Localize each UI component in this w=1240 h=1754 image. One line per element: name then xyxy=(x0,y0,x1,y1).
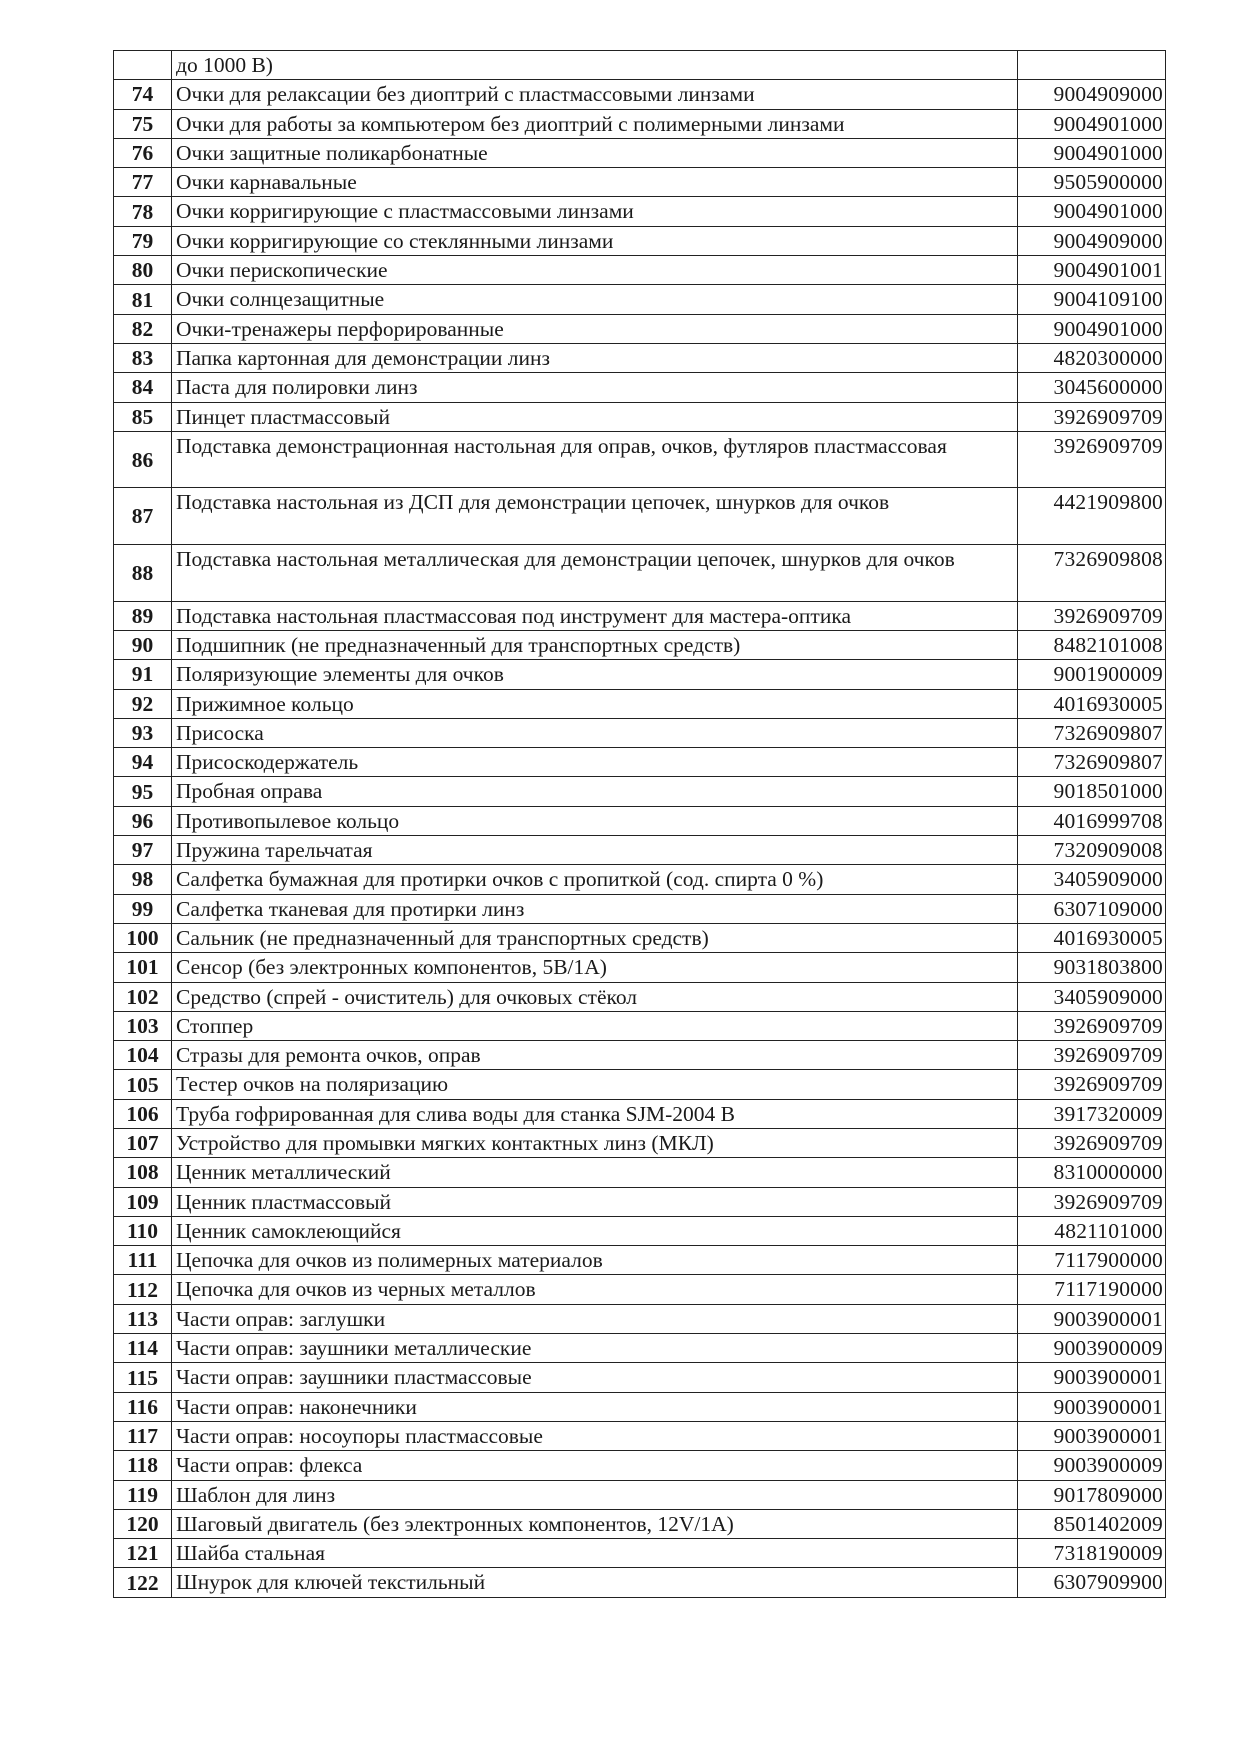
row-number: 96 xyxy=(114,806,172,835)
row-number: 82 xyxy=(114,314,172,343)
item-code: 7117190000 xyxy=(1018,1275,1166,1304)
row-number: 95 xyxy=(114,777,172,806)
item-code: 8501402009 xyxy=(1018,1509,1166,1538)
row-number: 86 xyxy=(114,431,172,488)
row-number: 79 xyxy=(114,226,172,255)
row-number: 87 xyxy=(114,488,172,545)
row-number: 119 xyxy=(114,1480,172,1509)
row-number: 92 xyxy=(114,689,172,718)
item-code: 3926909709 xyxy=(1018,601,1166,630)
table-row xyxy=(114,314,1166,343)
item-code: 9003900001 xyxy=(1018,1421,1166,1450)
table-row xyxy=(114,953,1166,982)
row-number: 88 xyxy=(114,545,172,602)
item-code: 3926909709 xyxy=(1018,1070,1166,1099)
table-row xyxy=(114,1480,1166,1509)
item-name: Ценник самоклеющийся xyxy=(172,1216,1018,1245)
row-number: 100 xyxy=(114,923,172,952)
item-name: Устройство для промывки мягких контактных линз (МКЛ) xyxy=(172,1128,1018,1157)
item-code: 4016999708 xyxy=(1018,806,1166,835)
row-number: 102 xyxy=(114,982,172,1011)
row-number: 74 xyxy=(114,80,172,109)
table-row xyxy=(114,256,1166,285)
row-number: 120 xyxy=(114,1509,172,1538)
item-code: 3926909709 xyxy=(1018,1128,1166,1157)
item-name: Ценник пластмассовый xyxy=(172,1187,1018,1216)
row-number: 91 xyxy=(114,660,172,689)
row-number: 121 xyxy=(114,1539,172,1568)
item-name: Очки перископические xyxy=(172,256,1018,285)
table-row xyxy=(114,1011,1166,1040)
row-number: 77 xyxy=(114,168,172,197)
item-name: Шайба стальная xyxy=(172,1539,1018,1568)
item-name: Пробная оправа xyxy=(172,777,1018,806)
row-number: 81 xyxy=(114,285,172,314)
item-code: 7318190009 xyxy=(1018,1539,1166,1568)
table-row xyxy=(114,836,1166,865)
item-name: Средство (спрей - очиститель) для очковых стёкол xyxy=(172,982,1018,1011)
item-name: Очки солнцезащитные xyxy=(172,285,1018,314)
item-code: 3926909709 xyxy=(1018,1041,1166,1070)
table-row xyxy=(114,1216,1166,1245)
table-row xyxy=(114,923,1166,952)
item-code: 9003900009 xyxy=(1018,1451,1166,1480)
table-row xyxy=(114,488,1166,545)
row-number: 113 xyxy=(114,1304,172,1333)
table-row xyxy=(114,718,1166,747)
table-row xyxy=(114,51,1166,80)
item-name: до 1000 В) xyxy=(172,51,1018,80)
row-number: 122 xyxy=(114,1568,172,1597)
table-row xyxy=(114,1070,1166,1099)
table-row xyxy=(114,109,1166,138)
table-row xyxy=(114,197,1166,226)
table-row xyxy=(114,138,1166,167)
row-number: 93 xyxy=(114,718,172,747)
item-code: 7320909008 xyxy=(1018,836,1166,865)
item-name: Шнурок для ключей текстильный xyxy=(172,1568,1018,1597)
item-code: 3917320009 xyxy=(1018,1099,1166,1128)
item-code: 9004909000 xyxy=(1018,80,1166,109)
item-name: Очки-тренажеры перфорированные xyxy=(172,314,1018,343)
row-number: 117 xyxy=(114,1421,172,1450)
item-name: Части оправ: флекса xyxy=(172,1451,1018,1480)
item-name: Подставка настольная пластмассовая под инструмент для мастера-оптика xyxy=(172,601,1018,630)
item-name: Очки для релаксации без диоптрий с пластмассовыми линзами xyxy=(172,80,1018,109)
row-number: 75 xyxy=(114,109,172,138)
item-name: Присоскодержатель xyxy=(172,748,1018,777)
item-code: 7326909808 xyxy=(1018,545,1166,602)
row-number: 112 xyxy=(114,1275,172,1304)
table-row xyxy=(114,689,1166,718)
item-name: Стоппер xyxy=(172,1011,1018,1040)
table-row xyxy=(114,1099,1166,1128)
table-row xyxy=(114,748,1166,777)
row-number xyxy=(114,51,172,80)
row-number: 106 xyxy=(114,1099,172,1128)
table-row xyxy=(114,431,1166,488)
item-name: Труба гофрированная для слива воды для станка SJM-2004 B xyxy=(172,1099,1018,1128)
item-code: 4016930005 xyxy=(1018,689,1166,718)
row-number: 114 xyxy=(114,1334,172,1363)
table-row xyxy=(114,806,1166,835)
item-name: Очки для работы за компьютером без диоптрий с полимерными линзами xyxy=(172,109,1018,138)
item-code: 9003900009 xyxy=(1018,1334,1166,1363)
table-row xyxy=(114,226,1166,255)
table-row xyxy=(114,1158,1166,1187)
item-name: Пружина тарельчатая xyxy=(172,836,1018,865)
row-number: 101 xyxy=(114,953,172,982)
item-code: 3045600000 xyxy=(1018,373,1166,402)
item-name: Салфетка бумажная для протирки очков с пропиткой (сод. спирта 0 %) xyxy=(172,865,1018,894)
item-name: Цепочка для очков из черных металлов xyxy=(172,1275,1018,1304)
row-number: 118 xyxy=(114,1451,172,1480)
item-code: 4820300000 xyxy=(1018,343,1166,372)
item-code: 3926909709 xyxy=(1018,402,1166,431)
table-row xyxy=(114,660,1166,689)
item-name: Стразы для ремонта очков, оправ xyxy=(172,1041,1018,1070)
table-row xyxy=(114,285,1166,314)
item-name: Противопылевое кольцо xyxy=(172,806,1018,835)
goods-table xyxy=(113,50,1166,1598)
item-name: Очки защитные поликарбонатные xyxy=(172,138,1018,167)
item-name: Папка картонная для демонстрации линз xyxy=(172,343,1018,372)
item-name: Шаблон для линз xyxy=(172,1480,1018,1509)
row-number: 85 xyxy=(114,402,172,431)
table-row xyxy=(114,1392,1166,1421)
table-row xyxy=(114,343,1166,372)
table-row xyxy=(114,1334,1166,1363)
item-name: Поляризующие элементы для очков xyxy=(172,660,1018,689)
item-code: 8310000000 xyxy=(1018,1158,1166,1187)
item-name: Тестер очков на поляризацию xyxy=(172,1070,1018,1099)
item-code: 4421909800 xyxy=(1018,488,1166,545)
item-code: 4821101000 xyxy=(1018,1216,1166,1245)
row-number: 97 xyxy=(114,836,172,865)
item-code: 8482101008 xyxy=(1018,630,1166,659)
table-row xyxy=(114,1304,1166,1333)
table-row xyxy=(114,894,1166,923)
item-code: 9001900009 xyxy=(1018,660,1166,689)
item-name: Шаговый двигатель (без электронных компонентов, 12V/1A) xyxy=(172,1509,1018,1538)
item-code: 6307909900 xyxy=(1018,1568,1166,1597)
table-row xyxy=(114,80,1166,109)
table-row xyxy=(114,1568,1166,1597)
item-name: Очки карнавальные xyxy=(172,168,1018,197)
item-name: Части оправ: носоупоры пластмассовые xyxy=(172,1421,1018,1450)
item-name: Части оправ: заглушки xyxy=(172,1304,1018,1333)
row-number: 99 xyxy=(114,894,172,923)
table-row xyxy=(114,1363,1166,1392)
table-row xyxy=(114,1128,1166,1157)
item-code: 9003900001 xyxy=(1018,1304,1166,1333)
table-row xyxy=(114,1187,1166,1216)
item-code: 9031803800 xyxy=(1018,953,1166,982)
item-name: Цепочка для очков из полимерных материалов xyxy=(172,1246,1018,1275)
item-code: 9505900000 xyxy=(1018,168,1166,197)
item-code: 6307109000 xyxy=(1018,894,1166,923)
row-number: 76 xyxy=(114,138,172,167)
item-name: Подставка демонстрационная настольная для оправ, очков, футляров пластмассовая xyxy=(172,431,1018,488)
row-number: 105 xyxy=(114,1070,172,1099)
item-name: Подставка настольная металлическая для демонстрации цепочек, шнурков для очков xyxy=(172,545,1018,602)
item-code: 9003900001 xyxy=(1018,1392,1166,1421)
row-number: 94 xyxy=(114,748,172,777)
row-number: 98 xyxy=(114,865,172,894)
row-number: 107 xyxy=(114,1128,172,1157)
row-number: 83 xyxy=(114,343,172,372)
item-name: Ценник металлический xyxy=(172,1158,1018,1187)
item-code: 9003900001 xyxy=(1018,1363,1166,1392)
row-number: 78 xyxy=(114,197,172,226)
item-name: Сальник (не предназначенный для транспортных средств) xyxy=(172,923,1018,952)
table-row xyxy=(114,168,1166,197)
table-body xyxy=(114,51,1166,1598)
item-name: Пинцет пластмассовый xyxy=(172,402,1018,431)
item-code: 7326909807 xyxy=(1018,718,1166,747)
item-code: 9017809000 xyxy=(1018,1480,1166,1509)
table-row xyxy=(114,1509,1166,1538)
item-code: 9004109100 xyxy=(1018,285,1166,314)
item-name: Подставка настольная из ДСП для демонстрации цепочек, шнурков для очков xyxy=(172,488,1018,545)
item-name: Сенсор (без электронных компонентов, 5В/1А) xyxy=(172,953,1018,982)
table-row xyxy=(114,777,1166,806)
table-row xyxy=(114,1421,1166,1450)
table-row xyxy=(114,373,1166,402)
item-code: 3405909000 xyxy=(1018,865,1166,894)
row-number: 89 xyxy=(114,601,172,630)
item-name: Очки корригирующие со стеклянными линзами xyxy=(172,226,1018,255)
row-number: 84 xyxy=(114,373,172,402)
row-number: 116 xyxy=(114,1392,172,1421)
item-code: 7326909807 xyxy=(1018,748,1166,777)
table-row xyxy=(114,630,1166,659)
row-number: 110 xyxy=(114,1216,172,1245)
item-name: Части оправ: наконечники xyxy=(172,1392,1018,1421)
table-row xyxy=(114,402,1166,431)
row-number: 80 xyxy=(114,256,172,285)
item-code: 9004901000 xyxy=(1018,109,1166,138)
item-code: 9004901000 xyxy=(1018,314,1166,343)
table-row xyxy=(114,982,1166,1011)
item-code: 3926909709 xyxy=(1018,1187,1166,1216)
row-number: 103 xyxy=(114,1011,172,1040)
table-row xyxy=(114,1539,1166,1568)
table-row xyxy=(114,1041,1166,1070)
item-code: 9004901001 xyxy=(1018,256,1166,285)
table-row xyxy=(114,601,1166,630)
item-name: Очки корригирующие с пластмассовыми линзами xyxy=(172,197,1018,226)
row-number: 111 xyxy=(114,1246,172,1275)
row-number: 109 xyxy=(114,1187,172,1216)
row-number: 108 xyxy=(114,1158,172,1187)
item-name: Подшипник (не предназначенный для транспортных средств) xyxy=(172,630,1018,659)
item-name: Присоска xyxy=(172,718,1018,747)
item-name: Части оправ: заушники металлические xyxy=(172,1334,1018,1363)
row-number: 90 xyxy=(114,630,172,659)
item-code: 3926909709 xyxy=(1018,1011,1166,1040)
item-code: 4016930005 xyxy=(1018,923,1166,952)
item-name: Салфетка тканевая для протирки линз xyxy=(172,894,1018,923)
item-code: 3405909000 xyxy=(1018,982,1166,1011)
table-row xyxy=(114,1246,1166,1275)
row-number: 115 xyxy=(114,1363,172,1392)
table-row xyxy=(114,1275,1166,1304)
item-code: 3926909709 xyxy=(1018,431,1166,488)
item-name: Части оправ: заушники пластмассовые xyxy=(172,1363,1018,1392)
item-code: 9004909000 xyxy=(1018,226,1166,255)
item-code: 7117900000 xyxy=(1018,1246,1166,1275)
item-code: 9004901000 xyxy=(1018,138,1166,167)
item-name: Прижимное кольцо xyxy=(172,689,1018,718)
item-code: 9004901000 xyxy=(1018,197,1166,226)
item-code xyxy=(1018,51,1166,80)
table-row xyxy=(114,1451,1166,1480)
item-name: Паста для полировки линз xyxy=(172,373,1018,402)
item-code: 9018501000 xyxy=(1018,777,1166,806)
table-row xyxy=(114,865,1166,894)
row-number: 104 xyxy=(114,1041,172,1070)
table-row xyxy=(114,545,1166,602)
